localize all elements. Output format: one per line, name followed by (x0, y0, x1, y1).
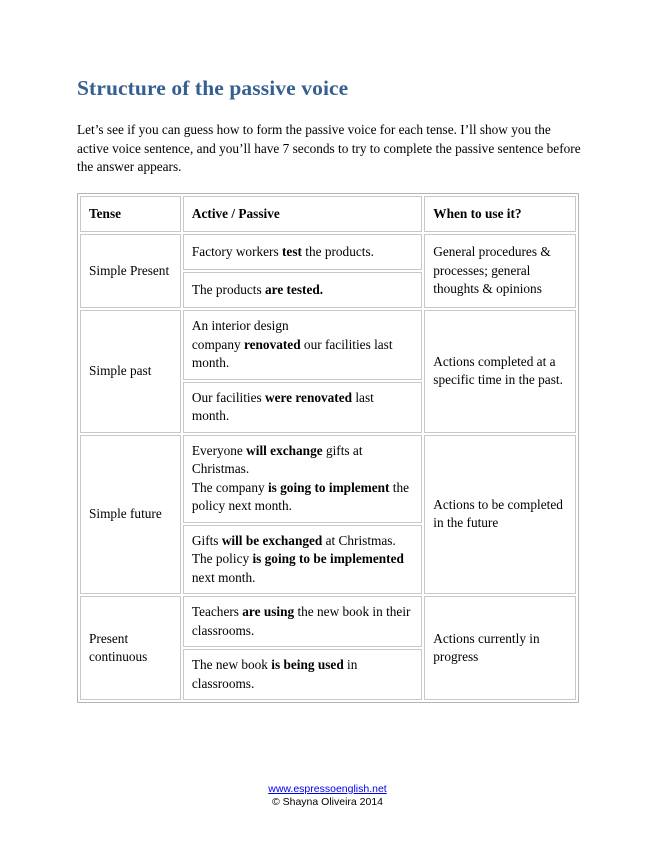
sentence-text: at Christmas. (322, 532, 396, 548)
table-row (80, 596, 576, 647)
passive-example (183, 525, 422, 595)
tense-cell: Simple future (80, 435, 181, 595)
table-row (80, 435, 576, 523)
passive-example (183, 649, 422, 700)
passive-example (183, 382, 422, 433)
header-when: When to use it? (424, 196, 576, 232)
usage-cell: General procedures & processes; general thoughts & opinions (424, 234, 576, 308)
bold-verb-phrase: renovated (243, 336, 301, 352)
usage-cell: Actions to be completed in the future (424, 435, 576, 595)
header-active-passive: Active / Passive (183, 196, 422, 232)
sentence-text: The new book (191, 657, 272, 672)
sentence-text: Our facilities (191, 389, 265, 405)
tense-cell: Simple Present (80, 234, 181, 308)
active-example (183, 234, 422, 270)
header-tense: Tense (80, 196, 181, 232)
sentence-text: An interior design (191, 318, 289, 333)
sentence-text: Gifts (191, 532, 222, 548)
sentence-text: our facilities last month. (191, 336, 393, 370)
passive-example (183, 272, 422, 308)
tense-cell: Simple past (80, 310, 181, 433)
sentence-text: the products. (301, 243, 374, 259)
table-header-row (80, 196, 576, 232)
passive-voice-table (77, 193, 579, 703)
copyright: © Shayna Oliveira 2014 (271, 796, 384, 808)
sentence-text: the policy next month. (191, 479, 410, 513)
usage-cell: Actions completed at a specific time in the past. (424, 310, 576, 433)
page-title: Structure of the passive voice (77, 76, 349, 100)
sentence-text: Factory workers (191, 243, 282, 259)
intro-paragraph: Let’s see if you can guess how to form the passive voice for each tense. I’ll show you the active voice sentence, and you’ll have 7 seconds to try to complete the passive sentence before the answer appears. (77, 122, 581, 174)
sentence-text: last month. (191, 389, 374, 423)
sentence-text: in classrooms. (191, 657, 358, 691)
sentence-text: the new book in their classrooms. (191, 604, 411, 638)
bold-verb-phrase: are tested. (265, 281, 324, 297)
active-example (183, 596, 422, 647)
bold-verb-phrase: were renovated (265, 389, 353, 405)
sentence-text: company (191, 336, 244, 352)
bold-verb-phrase: will be exchanged (221, 532, 323, 548)
table-row (80, 310, 576, 380)
active-example (183, 310, 422, 380)
bold-verb-phrase: is going to implement (267, 479, 390, 495)
bold-verb-phrase: are using (242, 604, 295, 619)
bold-verb-phrase: is going to be implemented (252, 551, 404, 566)
usage-cell: Actions currently in progress (424, 596, 576, 700)
sentence-text: gifts at Christmas. (191, 442, 363, 476)
sentence-text: The company (191, 479, 268, 495)
sentence-text: next month. (191, 569, 256, 585)
bold-verb-phrase: is being used (271, 657, 344, 672)
bold-verb-phrase: will exchange (246, 442, 323, 458)
sentence-text: Teachers (191, 604, 243, 619)
sentence-text: The products (191, 281, 266, 297)
sentence-text: The policy (191, 551, 253, 566)
bold-verb-phrase: test (282, 243, 302, 259)
website-link[interactable]: www.espressoenglish.net (268, 783, 387, 795)
table-row (80, 234, 576, 270)
page-footer (0, 783, 655, 809)
sentence-text: Everyone (191, 442, 247, 458)
tense-cell: Present continuous (80, 596, 181, 700)
active-example (183, 435, 422, 523)
